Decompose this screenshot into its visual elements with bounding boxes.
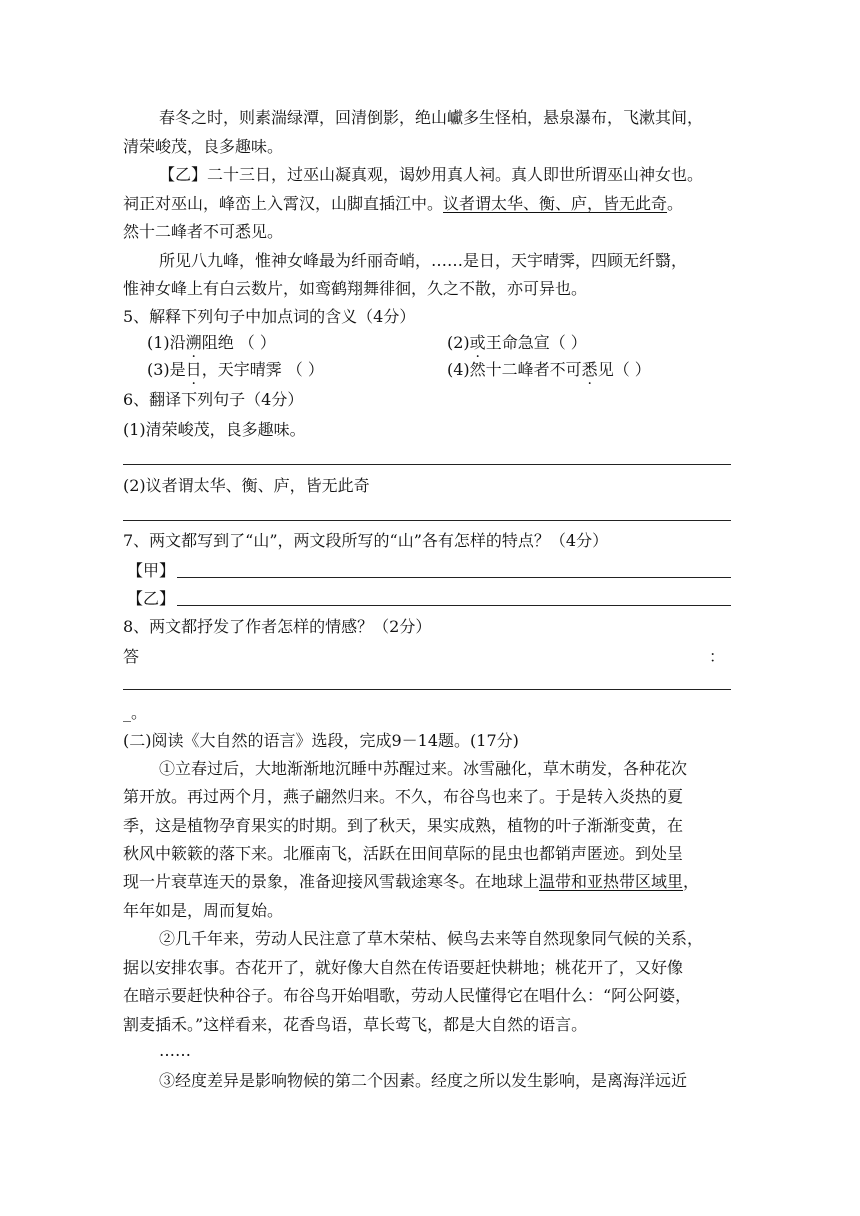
q7-label-b: 【乙】 <box>127 589 176 608</box>
question-5-title: 5、解释下列句子中加点词的含义（4分） <box>123 307 416 326</box>
question-8-title: 8、两文都抒发了作者怎样的情感？（2分） <box>123 617 432 636</box>
q5-item-4 <box>447 359 727 381</box>
section-2-line: 据以安排农事。杏花开了，就好像大自然在传语要赶快耕地；桃花开了，又好像 <box>123 958 684 977</box>
q5-text: (1)沿 <box>147 333 186 352</box>
q8-answer-line[interactable] <box>123 689 731 690</box>
section-2-text: ， <box>683 872 700 891</box>
ellipsis: …… <box>159 1041 191 1060</box>
q5-item-3 <box>147 359 427 381</box>
q6-sentence-2: (2)议者谓太华、衡、庐，皆无此奇 <box>123 476 370 495</box>
passage-b-line <box>123 193 733 215</box>
q8-answer-end: _。 <box>123 703 148 722</box>
q6-answer-line-2[interactable] <box>123 520 731 521</box>
section-2-line: 在暗示要赶快种谷子。布谷鸟开始唱歌，劳动人民懂得它在唱什么：“阿公阿婆， <box>123 986 692 1005</box>
section-2-line: 割麦插禾。”这样看来，花香鸟语，草长莺飞，都是大自然的语言。 <box>123 1015 588 1034</box>
q6-sentence-1: (1)清荣峻茂，良多趣味。 <box>123 420 306 439</box>
q5-text: ，天宇晴霁 （ ） <box>201 360 324 379</box>
section-2-line: 季，这是植物孕育果实的时期。到了秋天，果实成熟，植物的叶子渐渐变黄，在 <box>123 816 684 835</box>
q5-text: (2) <box>447 333 470 352</box>
q5-text: 阻绝 （ ） <box>201 333 276 352</box>
section-2-line: 第开放。再过两个月，燕子翩然归来。不久，布谷鸟也来了。于是转入炎热的夏 <box>123 787 684 806</box>
passage-b-line: 所见八九峰，惟神女峰最为纤丽奇峭，……是日，天宇晴霁，四顾无纤翳， <box>159 251 688 270</box>
passage-b-line: 然十二峰者不可悉见。 <box>123 222 284 241</box>
q5-item-1 <box>147 332 427 354</box>
q7-answer-line-a[interactable] <box>177 577 731 578</box>
question-7-title: 7、两文都写到了“山”，两文段所写的“山”各有怎样的特点？（4分） <box>123 531 609 550</box>
passage-a-line: 春冬之时，则素湍绿潭，回清倒影，绝山巘多生怪柏，悬泉瀑布，飞漱其间， <box>159 108 704 127</box>
q8-answer-label: 答 <box>123 647 140 666</box>
section-2-line: 秋风中簌簌的落下来。北雁南飞，活跃在田间草际的昆虫也都销声匿迹。到处呈 <box>123 844 684 863</box>
q8-colon: ： <box>708 647 725 666</box>
section-2-text: 现一片衰草连天的景象，准备迎接风雪载途寒冬。在地球上 <box>123 872 540 891</box>
dotted-word: 日 <box>185 360 202 379</box>
passage-b-text: 祠正对巫山，峰峦上入霄汉，山脚直插江中。 <box>123 194 444 213</box>
q7-answer-line-b[interactable] <box>177 605 731 606</box>
section-2-line <box>123 871 733 893</box>
dotted-word: 或 <box>469 333 486 352</box>
passage-b-line: 【乙】二十三日，过巫山凝真观，谒妙用真人祠。真人即世所谓巫山神女也。 <box>159 165 704 184</box>
section-2-line: ②几千年来，劳动人民注意了草木荣枯、候鸟去来等自然现象同气候的关系， <box>159 929 704 948</box>
q6-answer-line-1[interactable] <box>123 464 731 465</box>
q5-text: 见（ ） <box>597 360 651 379</box>
section-2-title: (二)阅读《大自然的语言》选段，完成9－14题。(17分) <box>123 731 519 750</box>
dotted-word: 溯 <box>185 333 202 352</box>
q7-label-a: 【甲】 <box>127 561 176 580</box>
q8-answer-row <box>123 646 733 668</box>
q5-text: (4)然十二峰者不可 <box>447 360 582 379</box>
passage-b-line: 惟神女峰上有白云数片，如鸾鹤翔舞徘徊，久之不散，亦可异也。 <box>123 279 588 298</box>
passage-a-line: 清荣峻茂，良多趣味。 <box>123 137 284 156</box>
dotted-word: 悉 <box>581 360 598 379</box>
section-2-line: ③经度差异是影响物候的第二个因素。经度之所以发生影响，是离海洋远近 <box>159 1071 688 1090</box>
underlined-phrase: 温带和亚热带区域里 <box>539 872 684 891</box>
q5-item-2 <box>447 332 727 354</box>
q5-text: (3)是 <box>147 360 186 379</box>
section-2-line: 年年如是，周而复始。 <box>123 901 284 920</box>
underlined-sentence: 议者谓太华、衡、庐，皆无此奇 <box>443 194 668 213</box>
passage-b-text: 。 <box>667 194 684 213</box>
section-2-line: ①立春过后，大地渐渐地沉睡中苏醒过来。冰雪融化，草木萌发，各种花次 <box>159 759 688 778</box>
question-6-title: 6、翻译下列句子（4分） <box>123 390 304 409</box>
q5-text: 王命急宣（ ） <box>485 333 587 352</box>
